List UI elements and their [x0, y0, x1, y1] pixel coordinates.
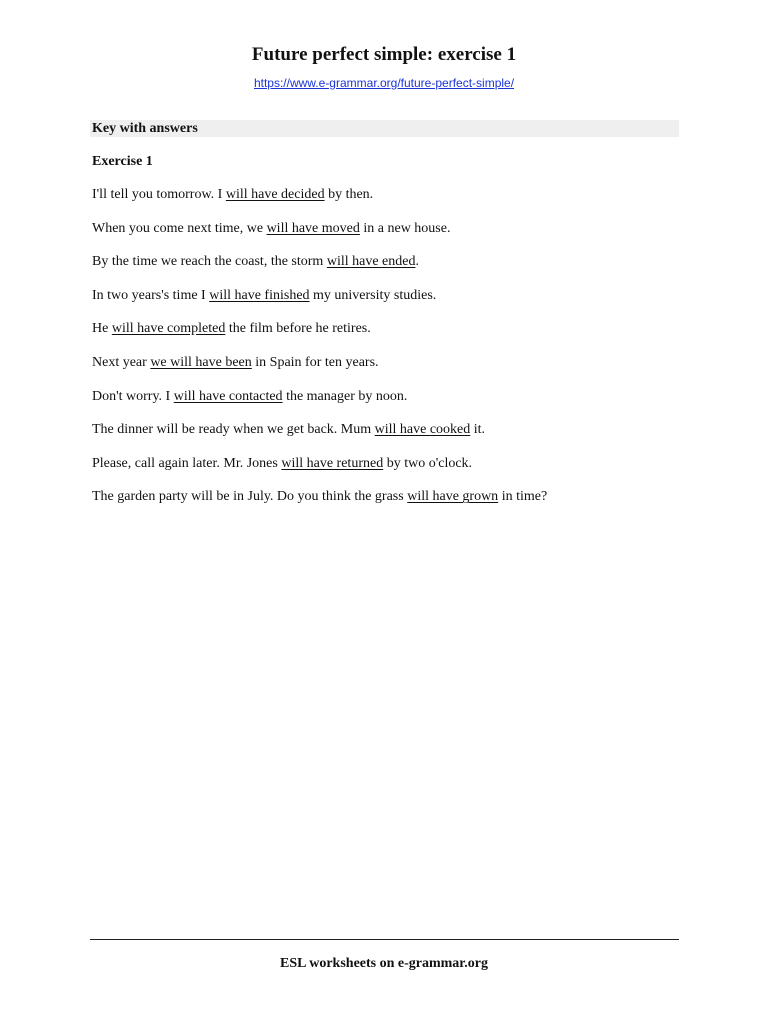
sentence-after: it.: [470, 422, 486, 438]
sentence-before: The garden party will be in July. Do you think the grass: [92, 489, 408, 505]
sentence-before: The dinner will be ready when we get back. Mum: [92, 422, 375, 438]
source-link[interactable]: https://www.e-grammar.org/future-perfect-simple/: [253, 76, 515, 90]
answer-sentence: [92, 220, 682, 254]
sentence-after: my university studies.: [309, 287, 437, 303]
sentence-before: Don't worry. I: [92, 388, 174, 404]
sentence-before: By the time we reach the coast, the storm: [92, 254, 327, 270]
sentence-after: in Spain for ten years.: [251, 354, 379, 370]
exercise-heading: Exercise 1: [92, 154, 153, 169]
sentence-before: I'll tell you tomorrow. I: [92, 187, 226, 202]
sentence-after: by two o'clock.: [383, 455, 473, 471]
answer-text: will have completed: [111, 321, 226, 337]
footer-text: ESL worksheets on e-grammar.org: [280, 956, 488, 971]
key-heading: Key with answers: [92, 121, 198, 136]
answer-sentence: [92, 354, 682, 388]
source-url: [0, 75, 768, 91]
key-heading-bar: [90, 120, 679, 137]
sentence-before: Please, call again later. Mr. Jones: [92, 455, 282, 471]
answer-sentence: [92, 388, 682, 422]
footer-divider: [90, 939, 679, 940]
answer-text: will have ended: [326, 254, 416, 270]
answer-list: [92, 186, 682, 522]
sentence-after: in time?: [498, 489, 548, 505]
sentence-after: the film before he retires.: [225, 321, 371, 337]
answer-text: we will have been: [150, 354, 252, 370]
sentence-after: the manager by noon.: [282, 388, 408, 404]
answer-text: will have moved: [266, 220, 360, 236]
answer-text: will have returned: [281, 455, 384, 471]
sentence-before: When you come next time, we: [92, 220, 267, 236]
answer-text: will have finished: [209, 287, 310, 303]
answer-text: will have cooked: [374, 422, 471, 438]
answer-sentence: [92, 186, 682, 220]
answer-sentence: [92, 287, 682, 321]
sentence-after: by then.: [324, 187, 374, 202]
answer-sentence: [92, 421, 682, 455]
answer-sentence: [92, 320, 682, 354]
sentence-before: He: [92, 321, 112, 337]
sentence-after: in a new house.: [359, 220, 451, 236]
answer-text: will have contacted: [173, 388, 283, 404]
answer-sentence: [92, 488, 682, 522]
sentence-before: In two years's time I: [92, 287, 210, 303]
answer-sentence: [92, 455, 682, 489]
answer-text: will have grown: [407, 489, 499, 505]
answer-text: will have decided: [225, 187, 325, 202]
sentence-before: Next year: [92, 354, 151, 370]
sentence-after: .: [415, 254, 419, 270]
answer-sentence: [92, 253, 682, 287]
page-title: Future perfect simple: exercise 1: [251, 44, 517, 65]
